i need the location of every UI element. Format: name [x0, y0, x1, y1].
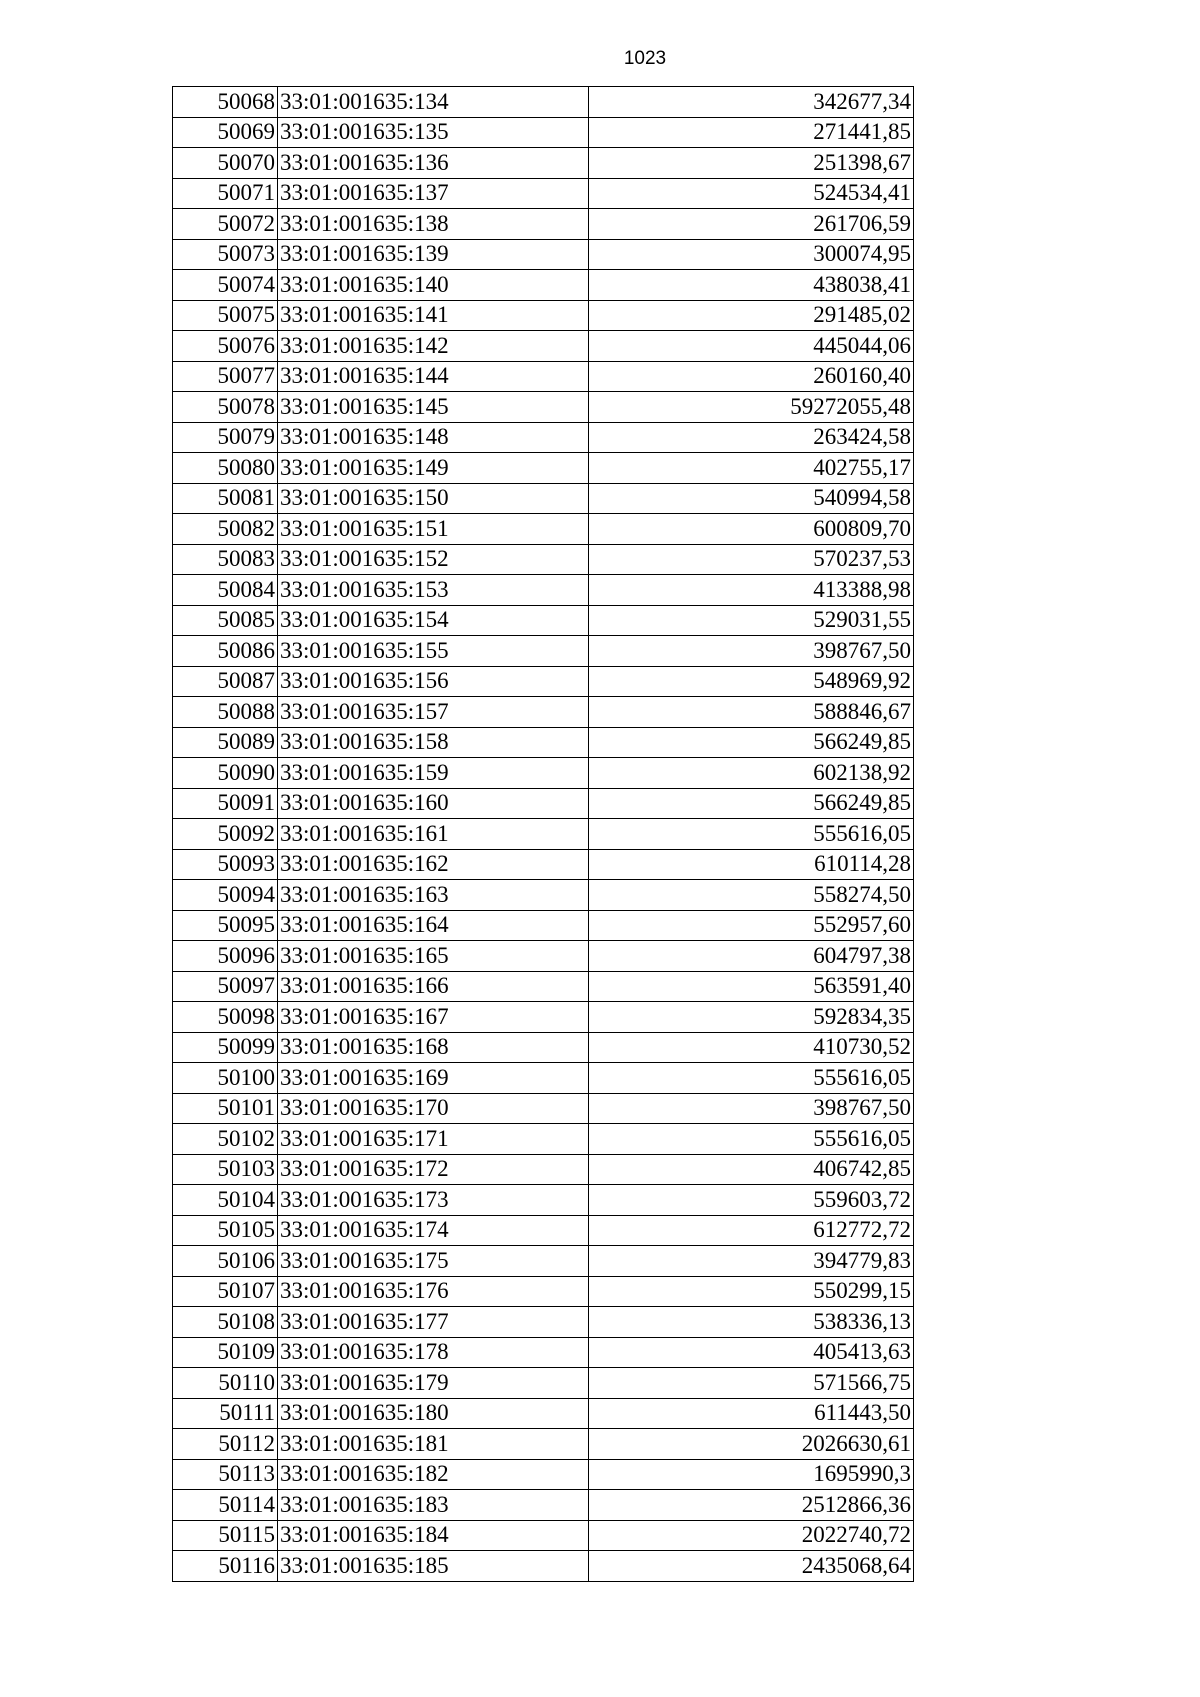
cadastral-value: 612772,72: [589, 1215, 914, 1246]
table-row: [173, 453, 914, 484]
cadastral-number: 33:01:001635:183: [278, 1490, 589, 1521]
table-row: [173, 1215, 914, 1246]
table-row: [173, 971, 914, 1002]
table-row: [173, 697, 914, 728]
table-row: [173, 361, 914, 392]
cadastral-value: 398767,50: [589, 636, 914, 667]
cadastral-number: 33:01:001635:163: [278, 880, 589, 911]
table-row: [173, 1093, 914, 1124]
cadastral-number: 33:01:001635:170: [278, 1093, 589, 1124]
cadastral-value: 524534,41: [589, 178, 914, 209]
cadastral-number: 33:01:001635:161: [278, 819, 589, 850]
row-number: 50088: [173, 697, 278, 728]
cadastral-value: 559603,72: [589, 1185, 914, 1216]
row-number: 50106: [173, 1246, 278, 1277]
table-row: [173, 148, 914, 179]
cadastral-value: 610114,28: [589, 849, 914, 880]
table-row: [173, 1337, 914, 1368]
row-number: 50109: [173, 1337, 278, 1368]
row-number: 50102: [173, 1124, 278, 1155]
table-row: [173, 117, 914, 148]
table-row: [173, 910, 914, 941]
cadastral-value: 438038,41: [589, 270, 914, 301]
row-number: 50089: [173, 727, 278, 758]
cadastral-value: 566249,85: [589, 727, 914, 758]
cadastral-number: 33:01:001635:138: [278, 209, 589, 240]
table-row: [173, 392, 914, 423]
table-row: [173, 514, 914, 545]
cadastral-number: 33:01:001635:182: [278, 1459, 589, 1490]
cadastral-number: 33:01:001635:167: [278, 1002, 589, 1033]
table-row: [173, 1520, 914, 1551]
row-number: 50115: [173, 1520, 278, 1551]
cadastral-value: 552957,60: [589, 910, 914, 941]
cadastral-value: 588846,67: [589, 697, 914, 728]
cadastral-value: 405413,63: [589, 1337, 914, 1368]
table-row: [173, 636, 914, 667]
cadastral-number: 33:01:001635:176: [278, 1276, 589, 1307]
row-number: 50096: [173, 941, 278, 972]
cadastral-value: 558274,50: [589, 880, 914, 911]
cadastral-number: 33:01:001635:162: [278, 849, 589, 880]
table-row: [173, 209, 914, 240]
cadastral-value: 300074,95: [589, 239, 914, 270]
row-number: 50072: [173, 209, 278, 240]
table-row: [173, 1002, 914, 1033]
table-row: [173, 1429, 914, 1460]
table-row: [173, 270, 914, 301]
table-body: [173, 87, 914, 1582]
cadastral-number: 33:01:001635:179: [278, 1368, 589, 1399]
table-row: [173, 605, 914, 636]
table-row: [173, 1368, 914, 1399]
row-number: 50092: [173, 819, 278, 850]
cadastral-number: 33:01:001635:144: [278, 361, 589, 392]
cadastral-number: 33:01:001635:158: [278, 727, 589, 758]
table-row: [173, 575, 914, 606]
cadastral-number: 33:01:001635:175: [278, 1246, 589, 1277]
page-number: 1023: [623, 48, 667, 69]
row-number: 50107: [173, 1276, 278, 1307]
cadastral-number: 33:01:001635:153: [278, 575, 589, 606]
table-row: [173, 666, 914, 697]
row-number: 50069: [173, 117, 278, 148]
table-row: [173, 1490, 914, 1521]
cadastral-number: 33:01:001635:171: [278, 1124, 589, 1155]
cadastral-number: 33:01:001635:141: [278, 300, 589, 331]
row-number: 50086: [173, 636, 278, 667]
table-row: [173, 300, 914, 331]
cadastral-value: 342677,34: [589, 87, 914, 118]
table-row: [173, 1032, 914, 1063]
row-number: 50075: [173, 300, 278, 331]
cadastral-value: 445044,06: [589, 331, 914, 362]
table-row: [173, 178, 914, 209]
row-number: 50095: [173, 910, 278, 941]
table-row: [173, 1124, 914, 1155]
cadastral-value: 263424,58: [589, 422, 914, 453]
cadastral-value: 602138,92: [589, 758, 914, 789]
cadastral-number: 33:01:001635:152: [278, 544, 589, 575]
cadastral-number: 33:01:001635:173: [278, 1185, 589, 1216]
table-row: [173, 1276, 914, 1307]
cadastral-number: 33:01:001635:185: [278, 1551, 589, 1582]
row-number: 50076: [173, 331, 278, 362]
cadastral-number: 33:01:001635:181: [278, 1429, 589, 1460]
table-row: [173, 1246, 914, 1277]
row-number: 50098: [173, 1002, 278, 1033]
table-row: [173, 483, 914, 514]
cadastral-number: 33:01:001635:151: [278, 514, 589, 545]
cadastral-number: 33:01:001635:177: [278, 1307, 589, 1338]
cadastral-number: 33:01:001635:155: [278, 636, 589, 667]
cadastral-number: 33:01:001635:178: [278, 1337, 589, 1368]
cadastral-number: 33:01:001635:160: [278, 788, 589, 819]
cadastral-value: 406742,85: [589, 1154, 914, 1185]
row-number: 50094: [173, 880, 278, 911]
row-number: 50116: [173, 1551, 278, 1582]
cadastral-number: 33:01:001635:149: [278, 453, 589, 484]
cadastral-value: 563591,40: [589, 971, 914, 1002]
cadastral-number: 33:01:001635:184: [278, 1520, 589, 1551]
cadastral-number: 33:01:001635:174: [278, 1215, 589, 1246]
cadastral-value: 402755,17: [589, 453, 914, 484]
table-row: [173, 849, 914, 880]
row-number: 50110: [173, 1368, 278, 1399]
table-row: [173, 758, 914, 789]
cadastral-value: 291485,02: [589, 300, 914, 331]
row-number: 50108: [173, 1307, 278, 1338]
cadastral-value: 529031,55: [589, 605, 914, 636]
cadastral-number: 33:01:001635:140: [278, 270, 589, 301]
cadastral-number: 33:01:001635:134: [278, 87, 589, 118]
cadastral-value: 251398,67: [589, 148, 914, 179]
row-number: 50081: [173, 483, 278, 514]
cadastral-number: 33:01:001635:148: [278, 422, 589, 453]
row-number: 50093: [173, 849, 278, 880]
table-row: [173, 1185, 914, 1216]
cadastral-number: 33:01:001635:136: [278, 148, 589, 179]
row-number: 50090: [173, 758, 278, 789]
cadastral-value: 410730,52: [589, 1032, 914, 1063]
table-row: [173, 87, 914, 118]
cadastral-number: 33:01:001635:159: [278, 758, 589, 789]
cadastral-value: 2512866,36: [589, 1490, 914, 1521]
row-number: 50070: [173, 148, 278, 179]
cadastral-value: 538336,13: [589, 1307, 914, 1338]
cadastral-number: 33:01:001635:180: [278, 1398, 589, 1429]
cadastral-value: 413388,98: [589, 575, 914, 606]
cadastral-number: 33:01:001635:139: [278, 239, 589, 270]
table-row: [173, 1551, 914, 1582]
cadastral-value: 2435068,64: [589, 1551, 914, 1582]
cadastral-value: 566249,85: [589, 788, 914, 819]
row-number: 50083: [173, 544, 278, 575]
row-number: 50080: [173, 453, 278, 484]
row-number: 50100: [173, 1063, 278, 1094]
cadastral-number: 33:01:001635:164: [278, 910, 589, 941]
cadastral-value: 600809,70: [589, 514, 914, 545]
row-number: 50085: [173, 605, 278, 636]
table-row: [173, 819, 914, 850]
cadastral-number: 33:01:001635:165: [278, 941, 589, 972]
cadastral-value: 59272055,48: [589, 392, 914, 423]
cadastral-number: 33:01:001635:135: [278, 117, 589, 148]
row-number: 50097: [173, 971, 278, 1002]
row-number: 50084: [173, 575, 278, 606]
row-number: 50073: [173, 239, 278, 270]
row-number: 50087: [173, 666, 278, 697]
cadastral-value: 555616,05: [589, 1063, 914, 1094]
table-row: [173, 1398, 914, 1429]
cadastral-value: 611443,50: [589, 1398, 914, 1429]
cadastral-value: 604797,38: [589, 941, 914, 972]
cadastral-value: 550299,15: [589, 1276, 914, 1307]
cadastral-value: 548969,92: [589, 666, 914, 697]
cadastral-number: 33:01:001635:157: [278, 697, 589, 728]
cadastral-value-table: [172, 86, 914, 1582]
row-number: 50112: [173, 1429, 278, 1460]
cadastral-value: 271441,85: [589, 117, 914, 148]
row-number: 50111: [173, 1398, 278, 1429]
cadastral-number: 33:01:001635:154: [278, 605, 589, 636]
table-row: [173, 544, 914, 575]
table-row: [173, 331, 914, 362]
table-row: [173, 1063, 914, 1094]
table-row: [173, 239, 914, 270]
row-number: 50068: [173, 87, 278, 118]
row-number: 50101: [173, 1093, 278, 1124]
table-row: [173, 941, 914, 972]
table-row: [173, 788, 914, 819]
table-row: [173, 727, 914, 758]
row-number: 50103: [173, 1154, 278, 1185]
cadastral-value: 2026630,61: [589, 1429, 914, 1460]
row-number: 50077: [173, 361, 278, 392]
cadastral-value: 1695990,3: [589, 1459, 914, 1490]
row-number: 50113: [173, 1459, 278, 1490]
cadastral-value: 555616,05: [589, 819, 914, 850]
row-number: 50079: [173, 422, 278, 453]
row-number: 50091: [173, 788, 278, 819]
cadastral-value: 394779,83: [589, 1246, 914, 1277]
cadastral-value: 571566,75: [589, 1368, 914, 1399]
cadastral-value: 540994,58: [589, 483, 914, 514]
row-number: 50074: [173, 270, 278, 301]
row-number: 50105: [173, 1215, 278, 1246]
cadastral-value: 260160,40: [589, 361, 914, 392]
cadastral-number: 33:01:001635:166: [278, 971, 589, 1002]
row-number: 50114: [173, 1490, 278, 1521]
cadastral-value: 555616,05: [589, 1124, 914, 1155]
cadastral-number: 33:01:001635:142: [278, 331, 589, 362]
cadastral-number: 33:01:001635:150: [278, 483, 589, 514]
cadastral-number: 33:01:001635:169: [278, 1063, 589, 1094]
row-number: 50082: [173, 514, 278, 545]
table-row: [173, 1307, 914, 1338]
table-row: [173, 422, 914, 453]
cadastral-number: 33:01:001635:145: [278, 392, 589, 423]
cadastral-number: 33:01:001635:137: [278, 178, 589, 209]
row-number: 50099: [173, 1032, 278, 1063]
row-number: 50078: [173, 392, 278, 423]
cadastral-value: 261706,59: [589, 209, 914, 240]
cadastral-value: 2022740,72: [589, 1520, 914, 1551]
cadastral-number: 33:01:001635:156: [278, 666, 589, 697]
table-row: [173, 1459, 914, 1490]
row-number: 50104: [173, 1185, 278, 1216]
row-number: 50071: [173, 178, 278, 209]
cadastral-number: 33:01:001635:168: [278, 1032, 589, 1063]
table-row: [173, 880, 914, 911]
cadastral-value: 592834,35: [589, 1002, 914, 1033]
cadastral-value: 398767,50: [589, 1093, 914, 1124]
table-row: [173, 1154, 914, 1185]
cadastral-value: 570237,53: [589, 544, 914, 575]
cadastral-number: 33:01:001635:172: [278, 1154, 589, 1185]
